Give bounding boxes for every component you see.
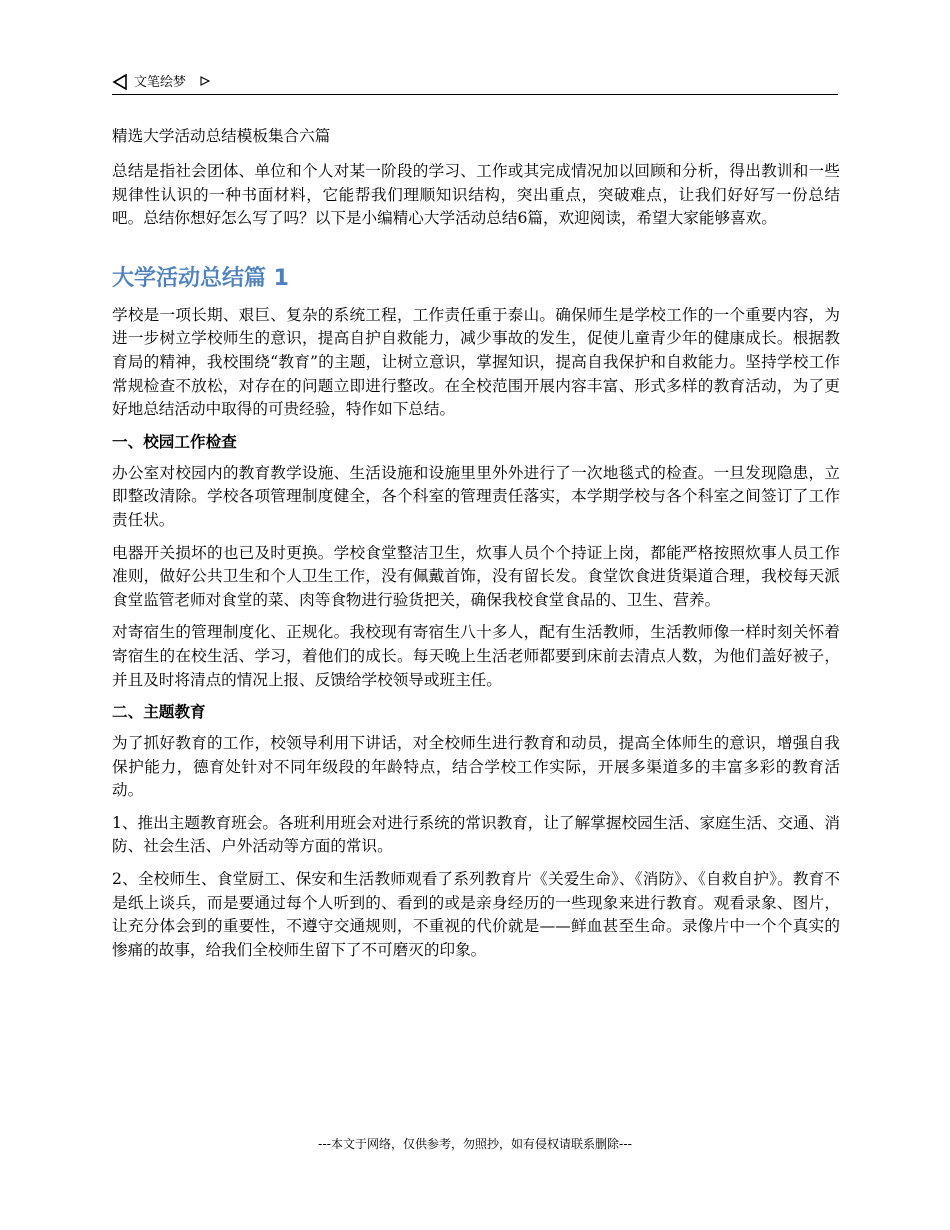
section-intro-paragraph: 学校是一项长期、艰巨、复杂的系统工程，工作责任重于泰山。确保师生是学校工作的一个重要内容，为进一步树立学校师生的意识，提高自护自救能力，减少事故的发生，促使儿童青少年的健康成长。根据教育局的精神，我校围绕“教育”的主题，让树立意识，掌握知识，提高自我保护和自救能力。坚持学校工作常规检查不放松，对存在的问题立即进行整改。在全校范围开展内容丰富、形式多样的教育活动，为了更好地总结活动中取得的可贵经验，特作如下总结。: [112, 305, 840, 419]
triangle-left-icon: [112, 74, 128, 90]
paragraph: 为了抓好教育的工作，校领导利用下讲话，对全校师生进行教育和动员，提高全体师生的意识，增强自我保护能力，德育处针对不同年级段的年龄特点，结合学校工作实际，开展多渠道多的丰富多彩的教育活动。: [112, 734, 840, 800]
intro-paragraph: 总结是指社会团体、单位和个人对某一阶段的学习、工作或其完成情况加以回顾和分析，得出教训和一些规律性认识的一种书面材料，它能帮我们理顺知识结构，突出重点，突破难点，让我们好好写一份总结吧。总结你想好怎么写了吗？以下是小编精心大学活动总结6篇，欢迎阅读，希望大家能够喜欢。: [112, 162, 840, 228]
page-footer: ---本文于网络，仅供参考，勿照抄，如有侵权请联系删除---: [318, 1137, 632, 1151]
document-body: [112, 122, 840, 971]
document-title: 精选大学活动总结模板集合六篇: [112, 127, 331, 145]
page-header: [112, 72, 838, 95]
triangle-right-icon: [200, 76, 210, 86]
paragraph: 电器开关损坏的也已及时更换。学校食堂整洁卫生，炊事人员个个持证上岗，都能严格按照炊事人员工作准则，做好公共卫生和个人卫生工作，没有佩戴首饰，没有留长发。食堂饮食进货渠道合理，我校每天派食堂监管老师对食堂的菜、肉等食物进行验货把关，确保我校食堂食品的、卫生、营养。: [112, 543, 840, 609]
paragraph: 2、全校师生、食堂厨工、保安和生活教师观看了系列教育片《关爱生命》、《消防》、《自救自护》。教育不是纸上谈兵，而是要通过每个人听到的、看到的或是亲身经历的一些现象来进行教育。观看录象、图片，让充分体会到的重要性，不遵守交通规则，不重视的代价就是——鲜血甚至生命。录像片中一个个真实的惨痛的故事，给我们全校师生留下了不可磨灭的印象。: [112, 870, 840, 959]
paragraph: 办公室对校园内的教育教学设施、生活设施和设施里里外外进行了一次地毯式的检查。一旦发现隐患，立即整改清除。学校各项管理制度健全，各个科室的管理责任落实，本学期学校与各个科室之间签订了工作责任状。: [112, 463, 840, 529]
subheading-campus-inspection: 一、校园工作检查: [112, 432, 237, 451]
paragraph: 对寄宿生的管理制度化、正规化。我校现有寄宿生八十多人，配有生活教师，生活教师像一样时刻关怀着寄宿生的在校生活、学习，着他们的成长。每天晚上生活老师都要到床前去清点人数，为他们盖好被子，并且及时将清点的情况上报、反馈给学校领导或班主任。: [112, 623, 840, 689]
section-title: 大学活动总结篇 1: [112, 265, 289, 291]
brand-name: 文笔绘梦: [134, 75, 187, 90]
subheading-theme-education: 二、主题教育: [112, 703, 206, 722]
paragraph: 1、推出主题教育班会。各班利用班会对进行系统的常识教育，让了解掌握校园生活、家庭生活、交通、消防、社会生活、户外活动等方面的常识。: [112, 813, 840, 856]
